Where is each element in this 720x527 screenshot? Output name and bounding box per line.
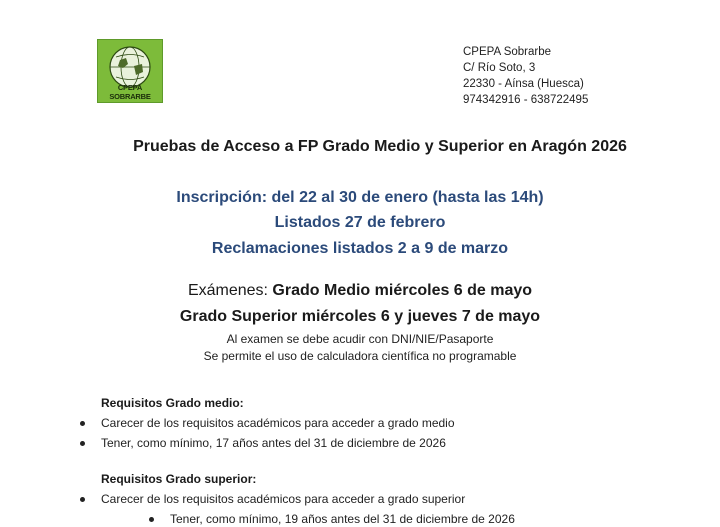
- bullet-icon: [80, 421, 85, 426]
- exam-medio-line: Exámenes: Grado Medio miércoles 6 de mayo: [187, 282, 533, 299]
- list-item-text: Tener, como mínimo, 17 años antes del 31 de diciembre de 2026: [101, 436, 446, 450]
- phone-numbers: 974342916 - 638722495: [463, 94, 589, 106]
- bullet-icon: [80, 497, 85, 502]
- list-item-text: Tener, como mínimo, 19 años antes del 31 de diciembre de 2026: [170, 512, 515, 526]
- list-item-text: Carecer de los requisitos académicos para acceder a grado superior: [101, 492, 466, 506]
- list-item: [101, 492, 465, 506]
- inscripcion-date: Inscripción: del 22 al 30 de enero (hasta las 14h): [176, 189, 544, 206]
- bullet-icon: [80, 441, 85, 446]
- list-item: [101, 416, 455, 430]
- street-address: C/ Río Soto, 3: [463, 62, 536, 74]
- logo-text: CPEPA SOBRARBE: [109, 83, 151, 101]
- requisitos-medio-heading: Requisitos Grado medio:: [101, 396, 244, 410]
- city-address: 22330 - Aínsa (Huesca): [463, 78, 584, 90]
- reclamaciones-date: Reclamaciones listados 2 a 9 de marzo: [211, 240, 509, 257]
- exam-superior-date: Grado Superior miércoles 6 y jueves 7 de mayo: [179, 308, 541, 325]
- bullet-icon: [149, 517, 154, 522]
- note-documents: Al examen se debe acudir con DNI/NIE/Pasaporte: [226, 332, 494, 346]
- list-item-text: Carecer de los requisitos académicos para acceder a grado medio: [101, 416, 455, 430]
- school-name: CPEPA Sobrarbe: [463, 46, 552, 58]
- requisitos-superior-heading: Requisitos Grado superior:: [101, 472, 257, 486]
- note-calculator: Se permite el uso de calculadora científica no programable: [203, 349, 517, 363]
- list-item: [101, 436, 446, 450]
- school-logo: [97, 39, 163, 103]
- exam-medio-date: Grado Medio miércoles 6 de mayo: [272, 282, 533, 299]
- listados-date: Listados 27 de febrero: [274, 214, 446, 231]
- document-title: Pruebas de Acceso a FP Grado Medio y Superior en Aragón 2026: [133, 138, 627, 155]
- exam-superior-line: [0, 308, 720, 326]
- list-item: [170, 512, 515, 526]
- exams-label: Exámenes: [187, 282, 264, 299]
- address-block: [463, 44, 588, 108]
